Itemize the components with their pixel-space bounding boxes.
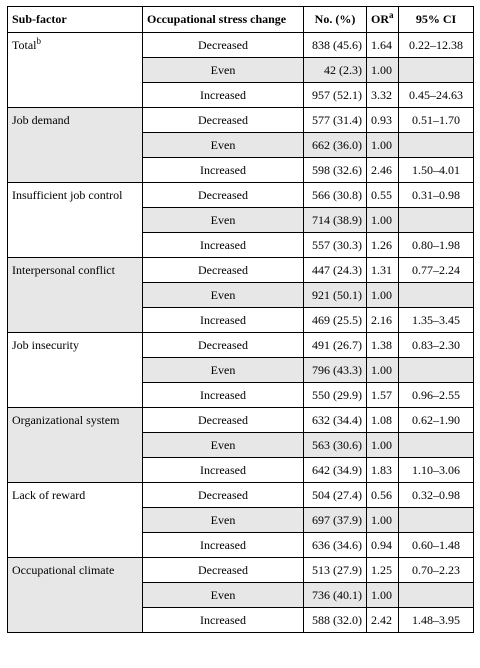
- stress-change-cell: Increased: [143, 83, 304, 108]
- stress-change-cell: Increased: [143, 158, 304, 183]
- stress-change-cell: Even: [143, 358, 304, 383]
- count-percent-cell: 504 (27.4): [304, 483, 367, 508]
- confidence-interval-cell: 0.70–2.23: [399, 558, 474, 583]
- header-ci: 95% CI: [399, 7, 474, 33]
- odds-ratio-cell: 2.16: [367, 308, 399, 333]
- count-percent-cell: 447 (24.3): [304, 258, 367, 283]
- subfactor-cell: [8, 558, 143, 633]
- odds-ratio-cell: 1.00: [367, 208, 399, 233]
- confidence-interval-cell: [399, 208, 474, 233]
- confidence-interval-cell: 0.96–2.55: [399, 383, 474, 408]
- stress-change-cell: Decreased: [143, 108, 304, 133]
- confidence-interval-cell: 0.83–2.30: [399, 333, 474, 358]
- count-percent-cell: 42 (2.3): [304, 58, 367, 83]
- stress-change-cell: Increased: [143, 533, 304, 558]
- count-percent-cell: 550 (29.9): [304, 383, 367, 408]
- confidence-interval-cell: 0.80–1.98: [399, 233, 474, 258]
- confidence-interval-cell: 0.45–24.63: [399, 83, 474, 108]
- count-percent-cell: 566 (30.8): [304, 183, 367, 208]
- table-row: [8, 333, 474, 358]
- confidence-interval-cell: 1.10–3.06: [399, 458, 474, 483]
- odds-ratio-cell: 1.00: [367, 58, 399, 83]
- odds-ratio-cell: 1.26: [367, 233, 399, 258]
- stress-change-cell: Even: [143, 133, 304, 158]
- confidence-interval-cell: 0.32–0.98: [399, 483, 474, 508]
- count-percent-cell: 697 (37.9): [304, 508, 367, 533]
- table-row: [8, 408, 474, 433]
- confidence-interval-cell: [399, 583, 474, 608]
- stress-change-cell: Decreased: [143, 483, 304, 508]
- stress-change-cell: Increased: [143, 383, 304, 408]
- count-percent-cell: 714 (38.9): [304, 208, 367, 233]
- header-no: No. (%): [304, 7, 367, 33]
- table-header: [8, 7, 474, 33]
- subfactor-name: Organizational system: [12, 413, 120, 427]
- subfactor-cell: [8, 408, 143, 483]
- stress-change-cell: Even: [143, 508, 304, 533]
- subfactor-name: Lack of reward: [12, 488, 86, 502]
- stress-change-cell: Even: [143, 58, 304, 83]
- count-percent-cell: 577 (31.4): [304, 108, 367, 133]
- count-percent-cell: 632 (34.4): [304, 408, 367, 433]
- header-or-footnote: a: [389, 10, 394, 20]
- odds-ratio-cell: 3.32: [367, 83, 399, 108]
- odds-ratio-cell: 0.56: [367, 483, 399, 508]
- header-change: Occupational stress change: [143, 7, 304, 33]
- odds-ratio-cell: 0.55: [367, 183, 399, 208]
- table-row: [8, 483, 474, 508]
- count-percent-cell: 598 (32.6): [304, 158, 367, 183]
- results-table: [7, 6, 474, 633]
- table-body: [8, 33, 474, 633]
- stress-change-cell: Decreased: [143, 183, 304, 208]
- odds-ratio-cell: 1.00: [367, 583, 399, 608]
- subfactor-cell: [8, 108, 143, 183]
- confidence-interval-cell: 0.60–1.48: [399, 533, 474, 558]
- count-percent-cell: 736 (40.1): [304, 583, 367, 608]
- header-row: [8, 7, 474, 33]
- count-percent-cell: 588 (32.0): [304, 608, 367, 633]
- header-or: [367, 7, 399, 33]
- subfactor-cell: [8, 258, 143, 333]
- confidence-interval-cell: [399, 358, 474, 383]
- count-percent-cell: 957 (52.1): [304, 83, 367, 108]
- table-row: [8, 33, 474, 58]
- subfactor-name: Job demand: [12, 113, 70, 127]
- table-row: [8, 258, 474, 283]
- confidence-interval-cell: 0.22–12.38: [399, 33, 474, 58]
- odds-ratio-cell: 2.42: [367, 608, 399, 633]
- subfactor-footnote: b: [36, 36, 41, 46]
- confidence-interval-cell: 1.50–4.01: [399, 158, 474, 183]
- subfactor-cell: [8, 483, 143, 558]
- stress-change-cell: Increased: [143, 308, 304, 333]
- stress-change-cell: Even: [143, 583, 304, 608]
- count-percent-cell: 662 (36.0): [304, 133, 367, 158]
- odds-ratio-cell: 1.31: [367, 258, 399, 283]
- confidence-interval-cell: 0.31–0.98: [399, 183, 474, 208]
- odds-ratio-cell: 1.00: [367, 358, 399, 383]
- odds-ratio-cell: 0.94: [367, 533, 399, 558]
- count-percent-cell: 469 (25.5): [304, 308, 367, 333]
- odds-ratio-cell: 1.00: [367, 283, 399, 308]
- subfactor-name: Interpersonal conflict: [12, 263, 115, 277]
- odds-ratio-cell: 1.08: [367, 408, 399, 433]
- count-percent-cell: 796 (43.3): [304, 358, 367, 383]
- stress-change-cell: Decreased: [143, 558, 304, 583]
- odds-ratio-cell: 2.46: [367, 158, 399, 183]
- count-percent-cell: 838 (45.6): [304, 33, 367, 58]
- subfactor-name: Insufficient job control: [12, 188, 123, 202]
- table-row: [8, 108, 474, 133]
- count-percent-cell: 491 (26.7): [304, 333, 367, 358]
- confidence-interval-cell: [399, 58, 474, 83]
- stress-change-cell: Even: [143, 433, 304, 458]
- header-or-label: OR: [371, 12, 389, 26]
- header-subfactor: Sub-factor: [8, 7, 143, 33]
- table-row: [8, 183, 474, 208]
- subfactor-name: Job insecurity: [12, 338, 79, 352]
- confidence-interval-cell: [399, 433, 474, 458]
- odds-ratio-cell: 1.25: [367, 558, 399, 583]
- count-percent-cell: 557 (30.3): [304, 233, 367, 258]
- stress-change-cell: Increased: [143, 233, 304, 258]
- count-percent-cell: 921 (50.1): [304, 283, 367, 308]
- confidence-interval-cell: [399, 133, 474, 158]
- subfactor-name: Occupational climate: [12, 563, 115, 577]
- confidence-interval-cell: 0.77–2.24: [399, 258, 474, 283]
- odds-ratio-cell: 1.00: [367, 133, 399, 158]
- stress-change-cell: Even: [143, 208, 304, 233]
- subfactor-name: Total: [12, 38, 37, 52]
- subfactor-cell: [8, 33, 143, 108]
- confidence-interval-cell: [399, 283, 474, 308]
- count-percent-cell: 513 (27.9): [304, 558, 367, 583]
- confidence-interval-cell: 0.51–1.70: [399, 108, 474, 133]
- confidence-interval-cell: 1.48–3.95: [399, 608, 474, 633]
- odds-ratio-cell: 1.38: [367, 333, 399, 358]
- odds-ratio-cell: 1.57: [367, 383, 399, 408]
- odds-ratio-cell: 0.93: [367, 108, 399, 133]
- confidence-interval-cell: 1.35–3.45: [399, 308, 474, 333]
- stress-change-cell: Increased: [143, 608, 304, 633]
- subfactor-cell: [8, 183, 143, 258]
- count-percent-cell: 563 (30.6): [304, 433, 367, 458]
- stress-change-cell: Decreased: [143, 258, 304, 283]
- stress-change-cell: Decreased: [143, 333, 304, 358]
- stress-change-cell: Decreased: [143, 408, 304, 433]
- stress-change-cell: Decreased: [143, 33, 304, 58]
- table-row: [8, 558, 474, 583]
- odds-ratio-cell: 1.83: [367, 458, 399, 483]
- odds-ratio-cell: 1.64: [367, 33, 399, 58]
- count-percent-cell: 636 (34.6): [304, 533, 367, 558]
- subfactor-cell: [8, 333, 143, 408]
- confidence-interval-cell: 0.62–1.90: [399, 408, 474, 433]
- confidence-interval-cell: [399, 508, 474, 533]
- count-percent-cell: 642 (34.9): [304, 458, 367, 483]
- stress-change-cell: Increased: [143, 458, 304, 483]
- odds-ratio-cell: 1.00: [367, 508, 399, 533]
- odds-ratio-cell: 1.00: [367, 433, 399, 458]
- stress-change-cell: Even: [143, 283, 304, 308]
